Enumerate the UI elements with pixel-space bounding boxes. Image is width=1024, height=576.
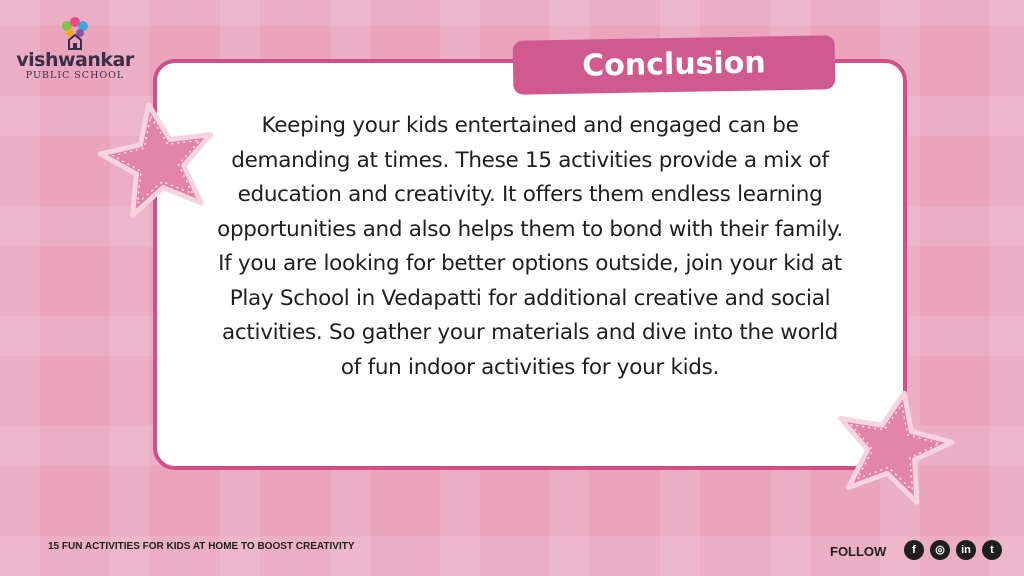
school-logo[interactable]: [14, 16, 136, 81]
twitter-icon[interactable]: t: [982, 540, 1002, 560]
star-decoration-right: [828, 386, 958, 506]
logo-name: vishwankar: [16, 49, 134, 71]
conclusion-paragraph: Keeping your kids entertained and engaged can be demanding at times. These 15 activities provide a mix of education and creativity. It offers them endless learning opportunities and also helps them to bond with their family. If you are looking for better options outside, join your kid at Play School in Vedapatti for additional creative and social activities. So gather your materials and dive into the world of fun indoor activities for your kids.: [217, 113, 843, 380]
linkedin-icon[interactable]: in: [956, 540, 976, 560]
footer-title: 15 FUN ACTIVITIES FOR KIDS AT HOME TO BOOST CREATIVITY: [48, 541, 355, 552]
section-title-tab: Conclusion: [513, 35, 836, 95]
tree-logo-icon: [58, 16, 92, 52]
follow-label: FOLLOW: [830, 544, 887, 559]
star-decoration-left: [96, 96, 220, 220]
logo-subtitle: PUBLIC SCHOOL: [25, 70, 125, 81]
instagram-icon[interactable]: ◎: [930, 540, 950, 560]
facebook-icon[interactable]: f: [904, 540, 924, 560]
